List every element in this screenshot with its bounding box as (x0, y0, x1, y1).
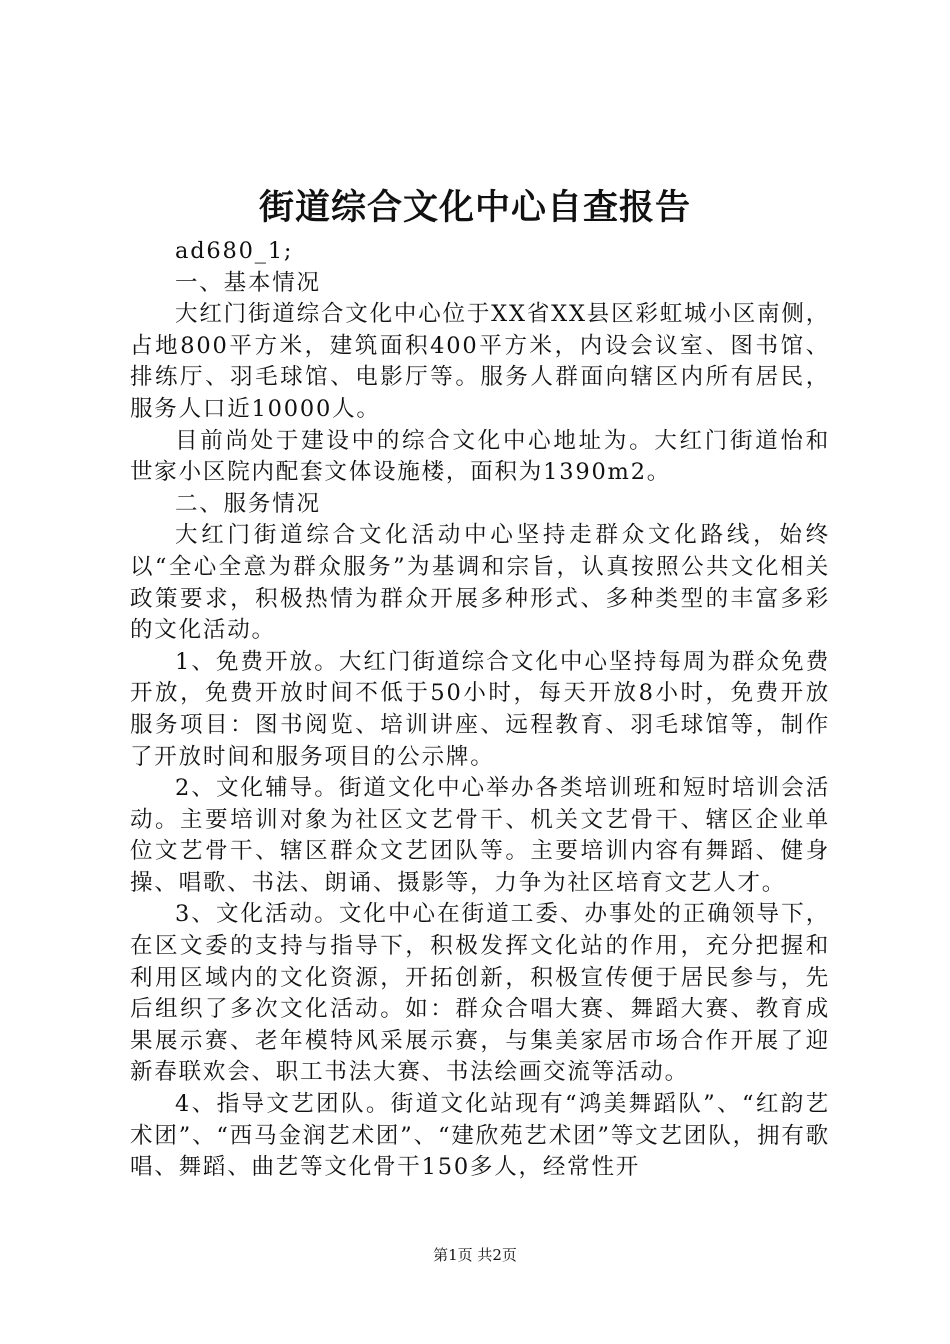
document-body (130, 236, 830, 1184)
paragraph-free-opening: 1、免费开放。大红门街道综合文化中心坚持每周为群众免费开放，免费开放时间不低于50小时，每天开放8小时，免费开放服务项目：图书阅览、培训讲座、远程教育、羽毛球馆等，制作了开放时间和服务项目的公示牌。 (130, 648, 830, 770)
paragraph-code: ad680_1; (175, 238, 294, 264)
paragraph-cultural-tutoring: 2、文化辅导。街道文化中心举办各类培训班和短时培训会活动。主要培训对象为社区文艺骨干、机关文艺骨干、辖区企业单位文艺骨干、辖区群众文艺团队等。主要培训内容有舞蹈、健身操、唱歌、书法、朗诵、摄影等，力争为社区培育文艺人才。 (130, 775, 830, 896)
paragraph-location: 大红门街道综合文化中心位于XX省XX县区彩虹城小区南侧，占地800平方米，建筑面积400平方米，内设会议室、图书馆、排练厅、羽毛球馆、电影厅等。服务人群面向辖区内所有居民，服务人口近10000人。 (130, 301, 830, 422)
paragraph-cultural-activities: 3、文化活动。文化中心在街道工委、办事处的正确领导下，在区文委的支持与指导下，积极发挥文化站的作用，充分把握和利用区域内的文化资源，开拓创新，积极宣传便于居民参与，先后组织了多次文化活动。如：群众合唱大赛、舞蹈大赛、教育成果展示赛、老年模特风采展示赛，与集美家居市场合作开展了迎新春联欢会、职工书法大赛、书法绘画交流等活动。 (130, 901, 830, 1086)
section-heading-service: 二、服务情况 (175, 490, 321, 517)
page-footer: 第1页 共2页 (433, 1246, 517, 1264)
paragraph-service-intro: 大红门街道综合文化活动中心坚持走群众文化路线，始终以“全心全意为群众服务”为基调和宗旨，认真按照公共文化相关政策要求，积极热情为群众开展多种形式、多种类型的丰富多彩的文化活动。 (130, 522, 830, 644)
paragraph-art-teams: 4、指导文艺团队。街道文化站现有“鸿美舞蹈队”、“红韵艺术团”、“西马金润艺术团”、“建欣苑艺术团”等文艺团队，拥有歌唱、舞蹈、曲艺等文化骨干150多人，经常性开 (130, 1091, 830, 1181)
paragraph-new-site: 目前尚处于建设中的综合文化中心地址为。大红门街道怡和世家小区院内配套文体设施楼，面积为1390m2。 (130, 427, 830, 486)
section-heading-basic-info: 一、基本情况 (175, 269, 321, 296)
document-title: 街道综合文化中心自查报告 (258, 187, 691, 228)
